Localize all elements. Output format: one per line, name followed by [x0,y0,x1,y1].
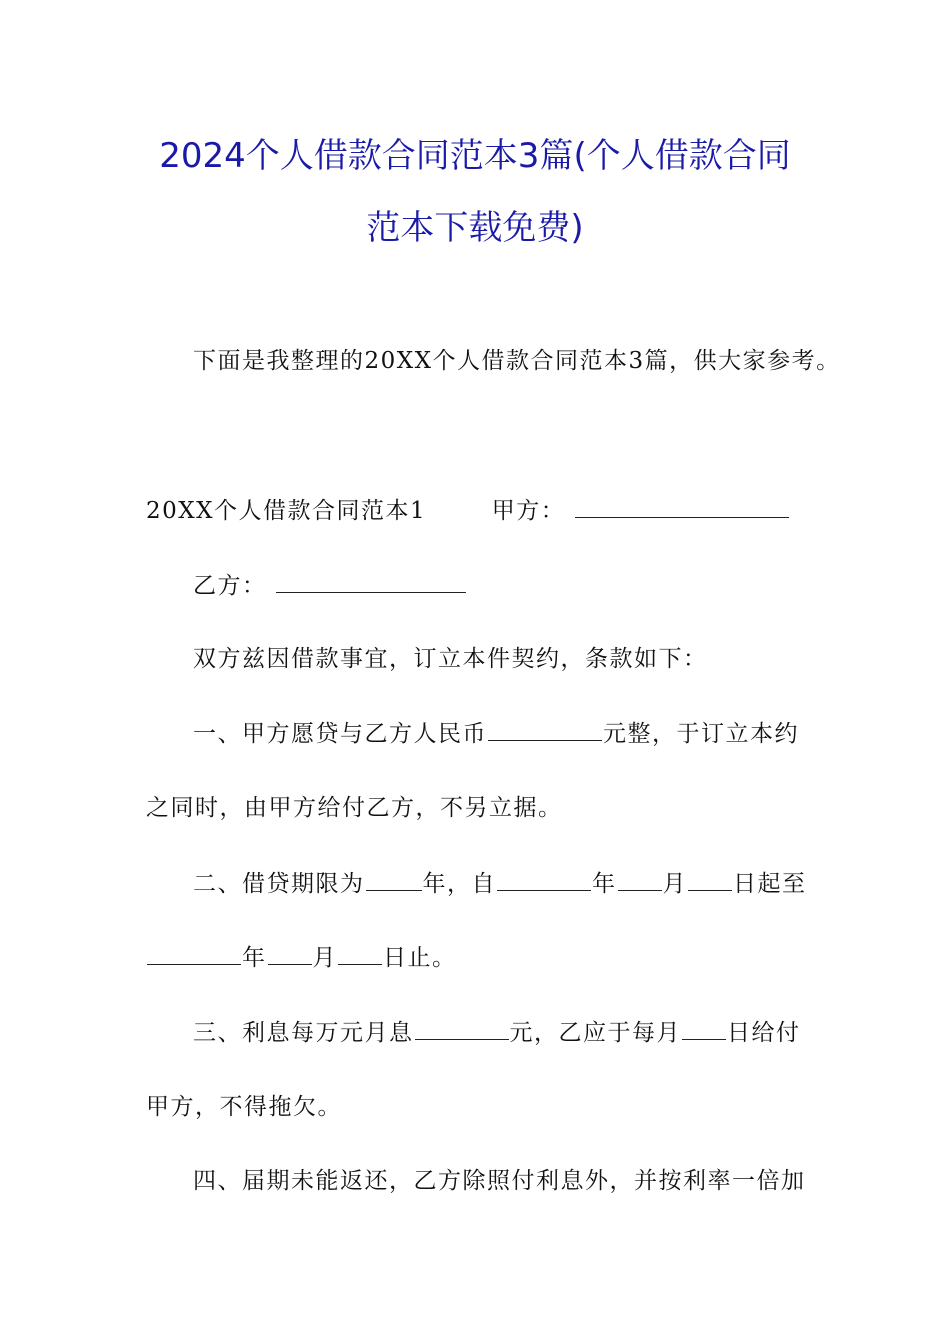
party-b-label: 乙方： [193,573,267,599]
clause-2-text-b: 年，自 [422,871,496,897]
clause-2-text-e: 日起至 [733,871,807,897]
start-year-blank [497,868,591,891]
clause-2-text-c: 年 [592,871,617,897]
clause-2-text-a: 二、借贷期限为 [193,871,365,897]
clause-1-text-a: 一、甲方愿贷与乙方人民币 [193,721,487,747]
clause-2-line-2 [146,942,457,973]
end-month-blank [268,942,312,965]
payment-day-blank [682,1017,726,1040]
intro-paragraph: 下面是我整理的20XX个人借款合同范本3篇，供大家参考。 [193,348,841,374]
interest-amount-blank [415,1017,509,1040]
document-title-line-2: 范本下载免费) [366,208,584,248]
loan-amount-blank [488,718,602,741]
term-years-blank [366,868,422,891]
contract-heading: 20XX个人借款合同范本1 [146,498,427,524]
party-a-label: 甲方： [491,498,566,524]
clause-3-line-2: 甲方，不得拖欠。 [146,1094,342,1120]
clause-3-text-a: 三、利息每万元月息 [193,1020,414,1046]
clause-4-line-1: 四、届期未能返还，乙方除照付利息外，并按利率一倍加 [193,1168,806,1194]
clause-1-line-2: 之同时，由甲方给付乙方，不另立据。 [146,795,563,821]
clause-3-text-b: 元，乙应于每月 [509,1020,681,1046]
contract-heading-row [146,495,790,526]
clause-1-text-b: 元整，于订立本约 [603,721,799,747]
preamble-paragraph: 双方兹因借款事宜，订立本件契约，条款如下： [193,646,708,672]
clause-3-line-1 [193,1017,801,1048]
party-b-blank [276,570,466,593]
end-year-blank [147,942,241,965]
start-day-blank [688,868,732,891]
end-day-blank [338,942,382,965]
clause-2-text-d: 月 [662,871,687,897]
start-month-blank [618,868,662,891]
clause-2-text-g: 月 [312,945,337,971]
clause-2-text-h: 日止。 [383,945,457,971]
clause-2-line-1 [193,868,807,899]
clause-3-text-c: 日给付 [727,1020,801,1046]
party-a-blank [575,495,789,518]
document-title-line-1: 2024个人借款合同范本3篇(个人借款合同 [159,136,791,176]
clause-1-line-1 [193,718,799,749]
clause-2-text-f: 年 [242,945,267,971]
party-b-row [193,570,467,601]
